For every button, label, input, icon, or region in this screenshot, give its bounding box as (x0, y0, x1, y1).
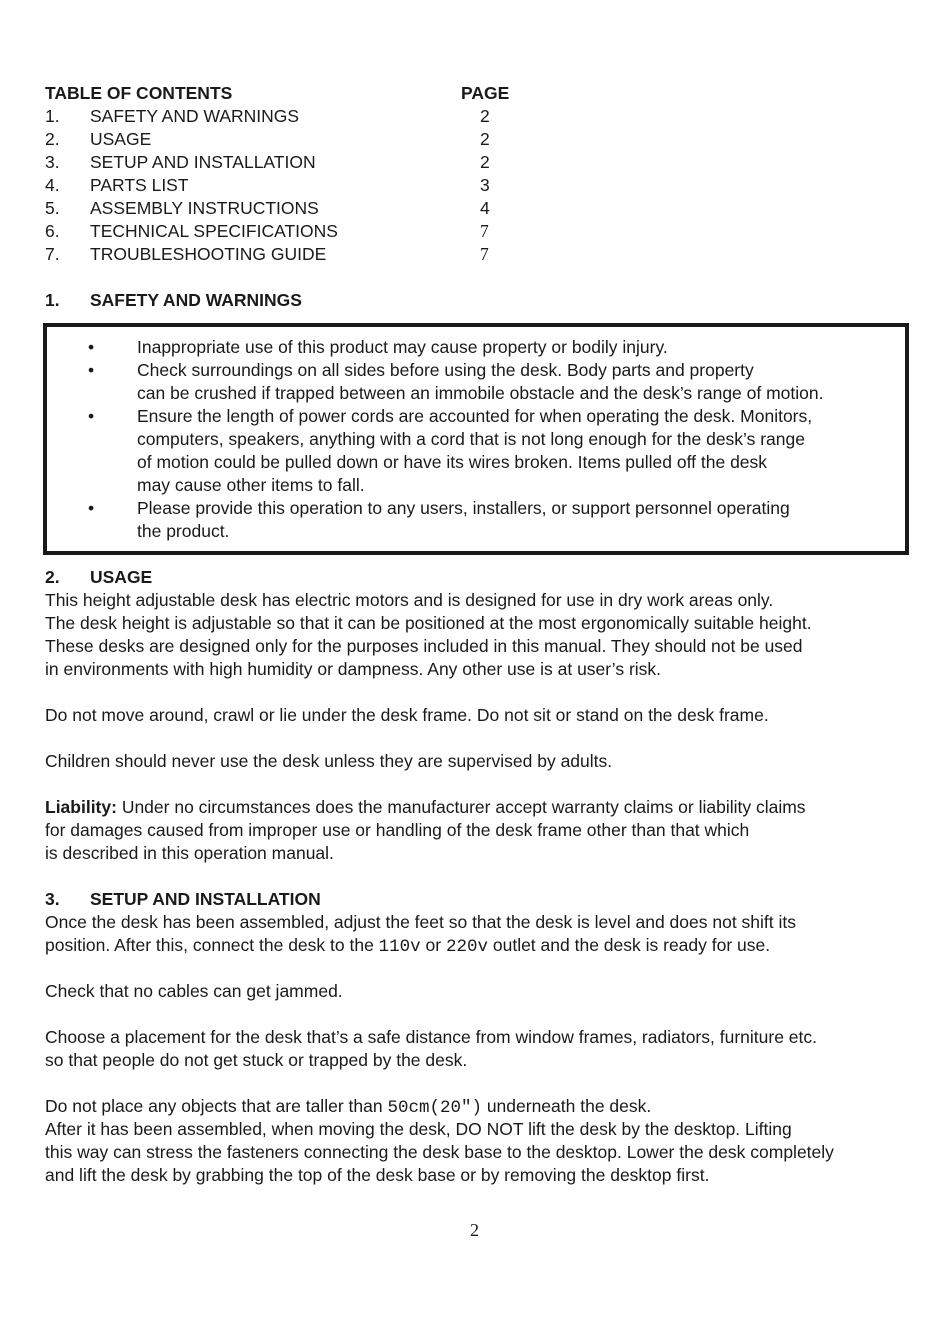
usage-text: This height adjustable desk has electric motors and is designed for use in dry work areas only. (45, 590, 774, 610)
setup-text: Check that no cables can get jammed. (45, 981, 343, 1001)
voltage-value: 220v (445, 937, 488, 957)
toc-heading: TABLE OF CONTENTS (45, 83, 233, 103)
section-number: 2. (45, 567, 60, 587)
setup-text-part: position. After this, connect the desk to the (45, 935, 379, 955)
toc-entry-page: 2 (480, 152, 490, 172)
section-title-setup: SETUP AND INSTALLATION (90, 889, 321, 909)
toc-entry-label: PARTS LIST (90, 175, 189, 195)
liability-line: is described in this operation manual. (45, 843, 334, 863)
usage-text: These desks are designed only for the purposes included in this manual. They should not be used (45, 636, 803, 656)
section-number: 3. (45, 889, 60, 909)
toc-entry-num: 5. (45, 198, 60, 218)
usage-text: Children should never use the desk unless they are supervised by adults. (45, 751, 613, 771)
safety-line: Ensure the length of power cords are accounted for when operating the desk. Monitors, (137, 406, 813, 426)
toc-entry-num: 3. (45, 152, 60, 172)
toc-entry-label: SETUP AND INSTALLATION (90, 152, 316, 172)
safety-line: Check surroundings on all sides before using the desk. Body parts and property (137, 360, 754, 380)
toc-entry-page: 7 (480, 244, 489, 264)
height-value: 50cm(20") (387, 1098, 482, 1118)
bullet-icon: • (88, 360, 95, 380)
safety-line: of motion could be pulled down or have its wires broken. Items pulled off the desk (137, 452, 768, 472)
toc-entry-num: 7. (45, 244, 60, 264)
bullet-icon: • (88, 337, 95, 357)
page-number: 2 (470, 1220, 479, 1240)
toc-entry-num: 2. (45, 129, 60, 149)
setup-text-part: underneath the desk. (481, 1096, 652, 1116)
toc-entry-page: 7 (480, 221, 489, 241)
section-title-usage: USAGE (90, 567, 153, 587)
liability-label: Liability: (45, 797, 117, 817)
safety-line: can be crushed if trapped between an immobile obstacle and the desk’s range of motion. (137, 383, 824, 403)
section-number: 1. (45, 290, 60, 310)
toc-entry-page: 2 (480, 129, 490, 149)
setup-text: and lift the desk by grabbing the top of the desk base or by removing the desktop first. (45, 1165, 710, 1185)
usage-text: The desk height is adjustable so that it can be positioned at the most ergonomically suitable height. (45, 613, 812, 633)
liability-line: Under no circumstances does the manufacturer accept warranty claims or liability claims (116, 797, 806, 817)
toc-entry-num: 1. (45, 106, 60, 126)
setup-text-part: outlet and the desk is ready for use. (488, 935, 771, 955)
safety-line: Inappropriate use of this product may cause property or bodily injury. (137, 337, 668, 357)
setup-text (45, 934, 770, 959)
toc-entry-page: 3 (480, 175, 490, 195)
setup-text-part: Do not place any objects that are taller than (45, 1096, 388, 1116)
toc-entry-num: 4. (45, 175, 60, 195)
liability-line: for damages caused from improper use or handling of the desk frame other than that which (45, 820, 750, 840)
section-title-safety: SAFETY AND WARNINGS (90, 290, 302, 310)
usage-text: Do not move around, crawl or lie under the desk frame. Do not sit or stand on the desk frame. (45, 705, 769, 725)
bullet-icon: • (88, 406, 95, 426)
liability-text (45, 796, 806, 819)
toc-entry-label: TROUBLESHOOTING GUIDE (90, 244, 327, 264)
toc-entry-page: 4 (480, 198, 490, 218)
toc-entry-label: TECHNICAL SPECIFICATIONS (90, 221, 338, 241)
safety-line: the product. (137, 521, 230, 541)
toc-entry-label: SAFETY AND WARNINGS (90, 106, 300, 126)
bullet-icon: • (88, 498, 95, 518)
safety-line: Please provide this operation to any users, installers, or support personnel operating (137, 498, 790, 518)
usage-text: in environments with high humidity or dampness. Any other use is at user’s risk. (45, 659, 662, 679)
setup-text-part: or (420, 935, 446, 955)
toc-entry-page: 2 (480, 106, 490, 126)
setup-text: this way can stress the fasteners connecting the desk base to the desktop. Lower the desk completely (45, 1142, 834, 1162)
setup-text: After it has been assembled, when moving the desk, DO NOT lift the desk by the desktop. Lifting (45, 1119, 792, 1139)
safety-line: computers, speakers, anything with a cord that is not long enough for the desk’s range (137, 429, 805, 449)
toc-entry-label: USAGE (90, 129, 152, 149)
toc-entry-num: 6. (45, 221, 60, 241)
safety-line: may cause other items to fall. (137, 475, 365, 495)
setup-text: Once the desk has been assembled, adjust the feet so that the desk is level and does not shift its (45, 912, 797, 932)
toc-page-heading: PAGE (461, 83, 510, 103)
setup-text (45, 1095, 651, 1120)
voltage-value: 110v (378, 937, 421, 957)
setup-text: Choose a placement for the desk that’s a safe distance from window frames, radiators, furniture etc. (45, 1027, 817, 1047)
toc-entry-label: ASSEMBLY INSTRUCTIONS (90, 198, 319, 218)
setup-text: so that people do not get stuck or trapped by the desk. (45, 1050, 468, 1070)
